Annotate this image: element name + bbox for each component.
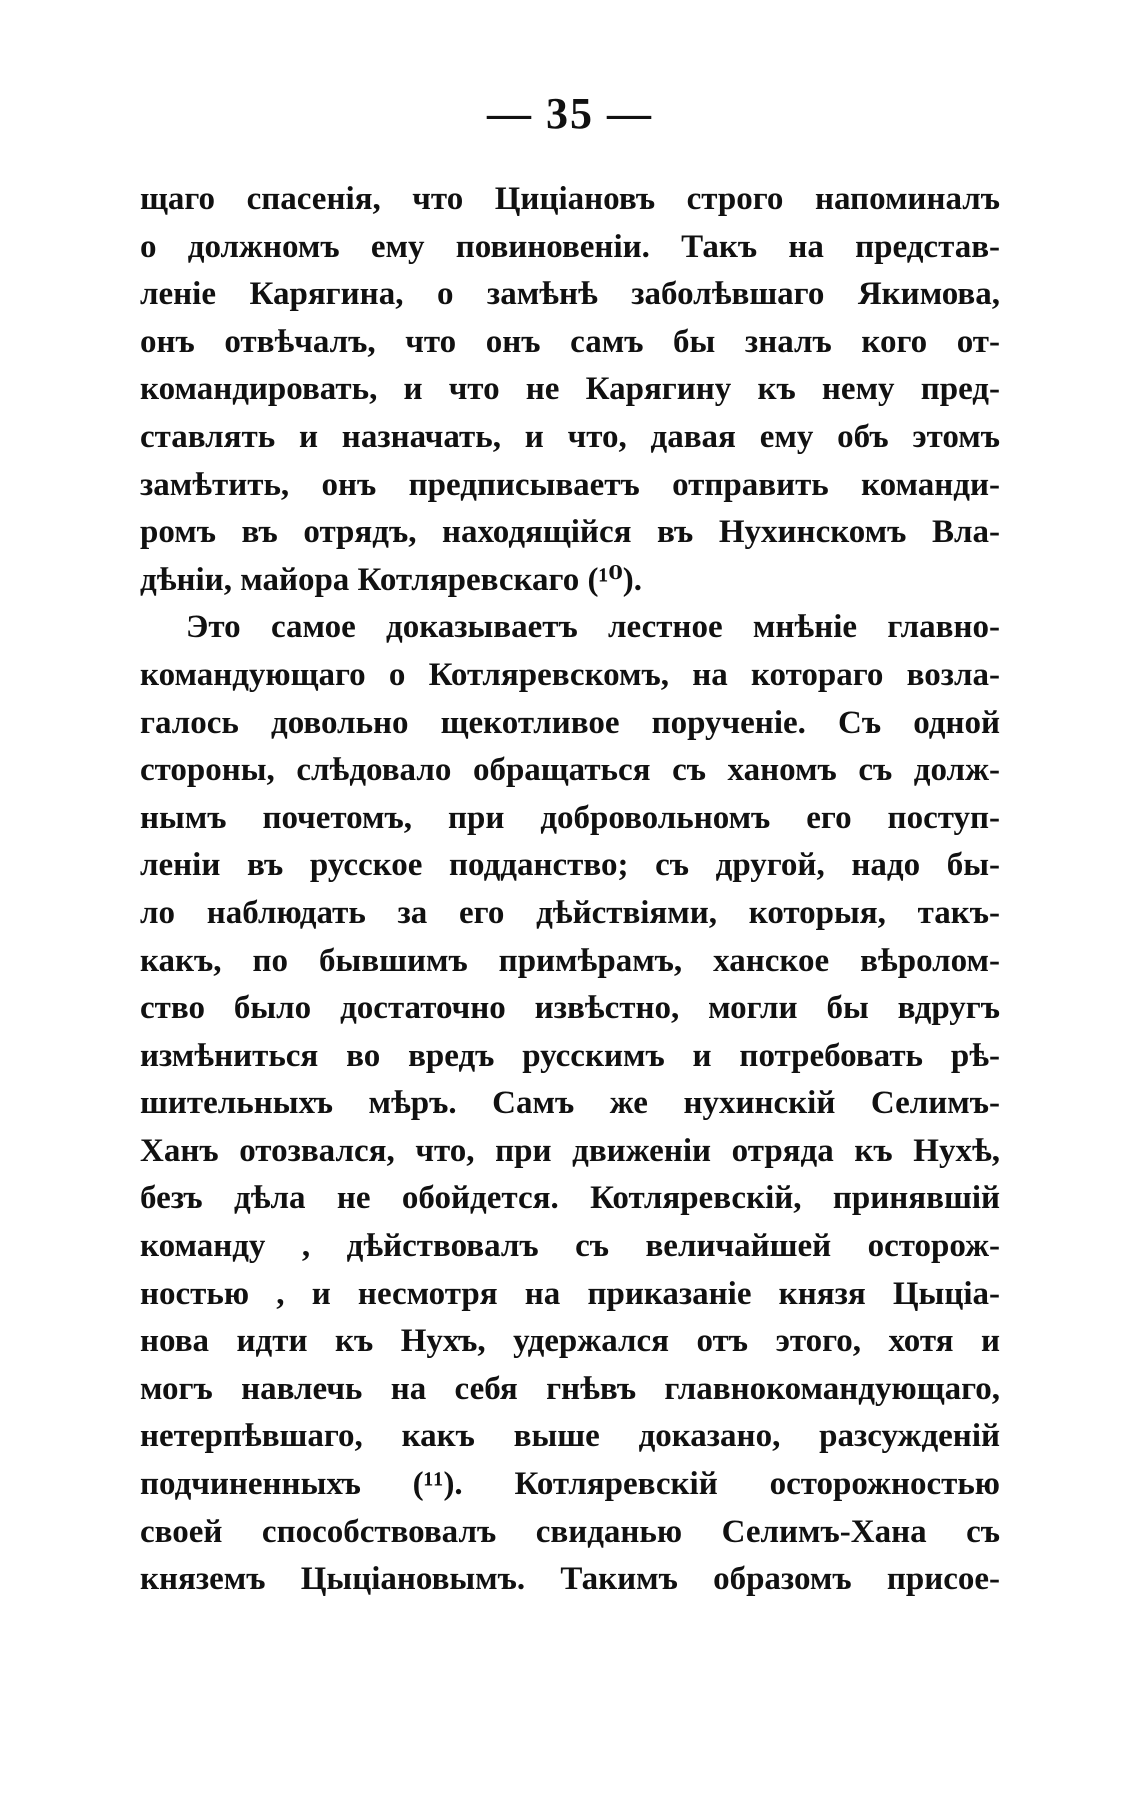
text-line: онъ отвѣчалъ, что онъ самъ бы зналъ кого от- bbox=[140, 323, 1000, 360]
text-line: могъ навлечь на себя гнѣвъ главнокомандующаго, bbox=[140, 1370, 1000, 1407]
paragraph-2 bbox=[140, 604, 1000, 1603]
page-number: — 35 — bbox=[487, 89, 653, 138]
text-line: княземъ Цыціановымъ. Такимъ образомъ присое- bbox=[140, 1561, 1000, 1598]
text-line: Это самое доказываетъ лестное мнѣніе главно- bbox=[186, 609, 1000, 646]
text-line: леніи въ русское подданство; съ другой, надо бы- bbox=[140, 847, 1000, 884]
text-line: своей способствовалъ свиданью Селимъ-Хана съ bbox=[140, 1513, 1000, 1550]
text-line: Ханъ отозвался, что, при движеніи отряда къ Нухѣ, bbox=[140, 1132, 1000, 1169]
text-line: ностью , и несмотря на приказаніе князя Цыціа- bbox=[140, 1275, 1000, 1312]
text-line: замѣтить, онъ предписываетъ отправить команди- bbox=[140, 466, 1000, 503]
text-line: щаго спасенія, что Цицiановъ строго напоминалъ bbox=[140, 181, 1000, 217]
text-line: ставлять и назначать, и что, давая ему объ этомъ bbox=[140, 418, 1000, 455]
text-line: ромъ въ отрядъ, находящійся въ Нухинскомъ Вла- bbox=[140, 514, 1000, 551]
text-line: нетерпѣвшаго, какъ выше доказано, разсужденій bbox=[140, 1418, 1000, 1455]
text-line: нова идти къ Нухъ, удержался отъ этого, хотя и bbox=[140, 1323, 1000, 1360]
text-line: дѣніи, майора Котляревскаго (¹⁰). bbox=[140, 561, 643, 598]
text-line: стороны, слѣдовало обращаться съ ханомъ съ долж- bbox=[140, 752, 1000, 789]
text-line: о должномъ ему повиновеніи. Такъ на представ- bbox=[140, 228, 1000, 265]
text-line: шительныхъ мѣръ. Самъ же нухинскій Селимъ- bbox=[140, 1085, 1000, 1122]
text-line: безъ дѣла не обойдется. Котляревскій, принявшій bbox=[140, 1180, 1000, 1217]
text-line: командировать, и что не Карягину къ нему пред- bbox=[140, 371, 1000, 408]
text-line: ство было достаточно извѣстно, могли бы вдругъ bbox=[140, 990, 1000, 1027]
text-line: измѣниться во вредъ русскимъ и потребовать рѣ- bbox=[140, 1037, 1000, 1074]
text-line: нымъ почетомъ, при добровольномъ его поступ- bbox=[140, 799, 1000, 836]
text-line: ло наблюдать за его дѣйствіями, которыя, такъ- bbox=[140, 894, 1000, 931]
text-line: галось довольно щекотливое порученіе. Съ одной bbox=[140, 704, 1000, 741]
text-line: команду , дѣйствовалъ съ величайшей осторож- bbox=[140, 1228, 1000, 1265]
text-line: подчиненныхъ (¹¹). Котляревскій осторожностью bbox=[140, 1466, 1000, 1503]
text-line: какъ, по бывшимъ примѣрамъ, ханское вѣролом- bbox=[140, 942, 1000, 979]
body-text bbox=[140, 176, 1000, 1604]
paragraph-1 bbox=[140, 176, 1000, 604]
text-line: командующаго о Котляревскомъ, на котораго возла- bbox=[140, 656, 1000, 693]
text-line: леніе Карягина, о замѣнѣ заболѣвшаго Якимова, bbox=[140, 276, 1000, 313]
